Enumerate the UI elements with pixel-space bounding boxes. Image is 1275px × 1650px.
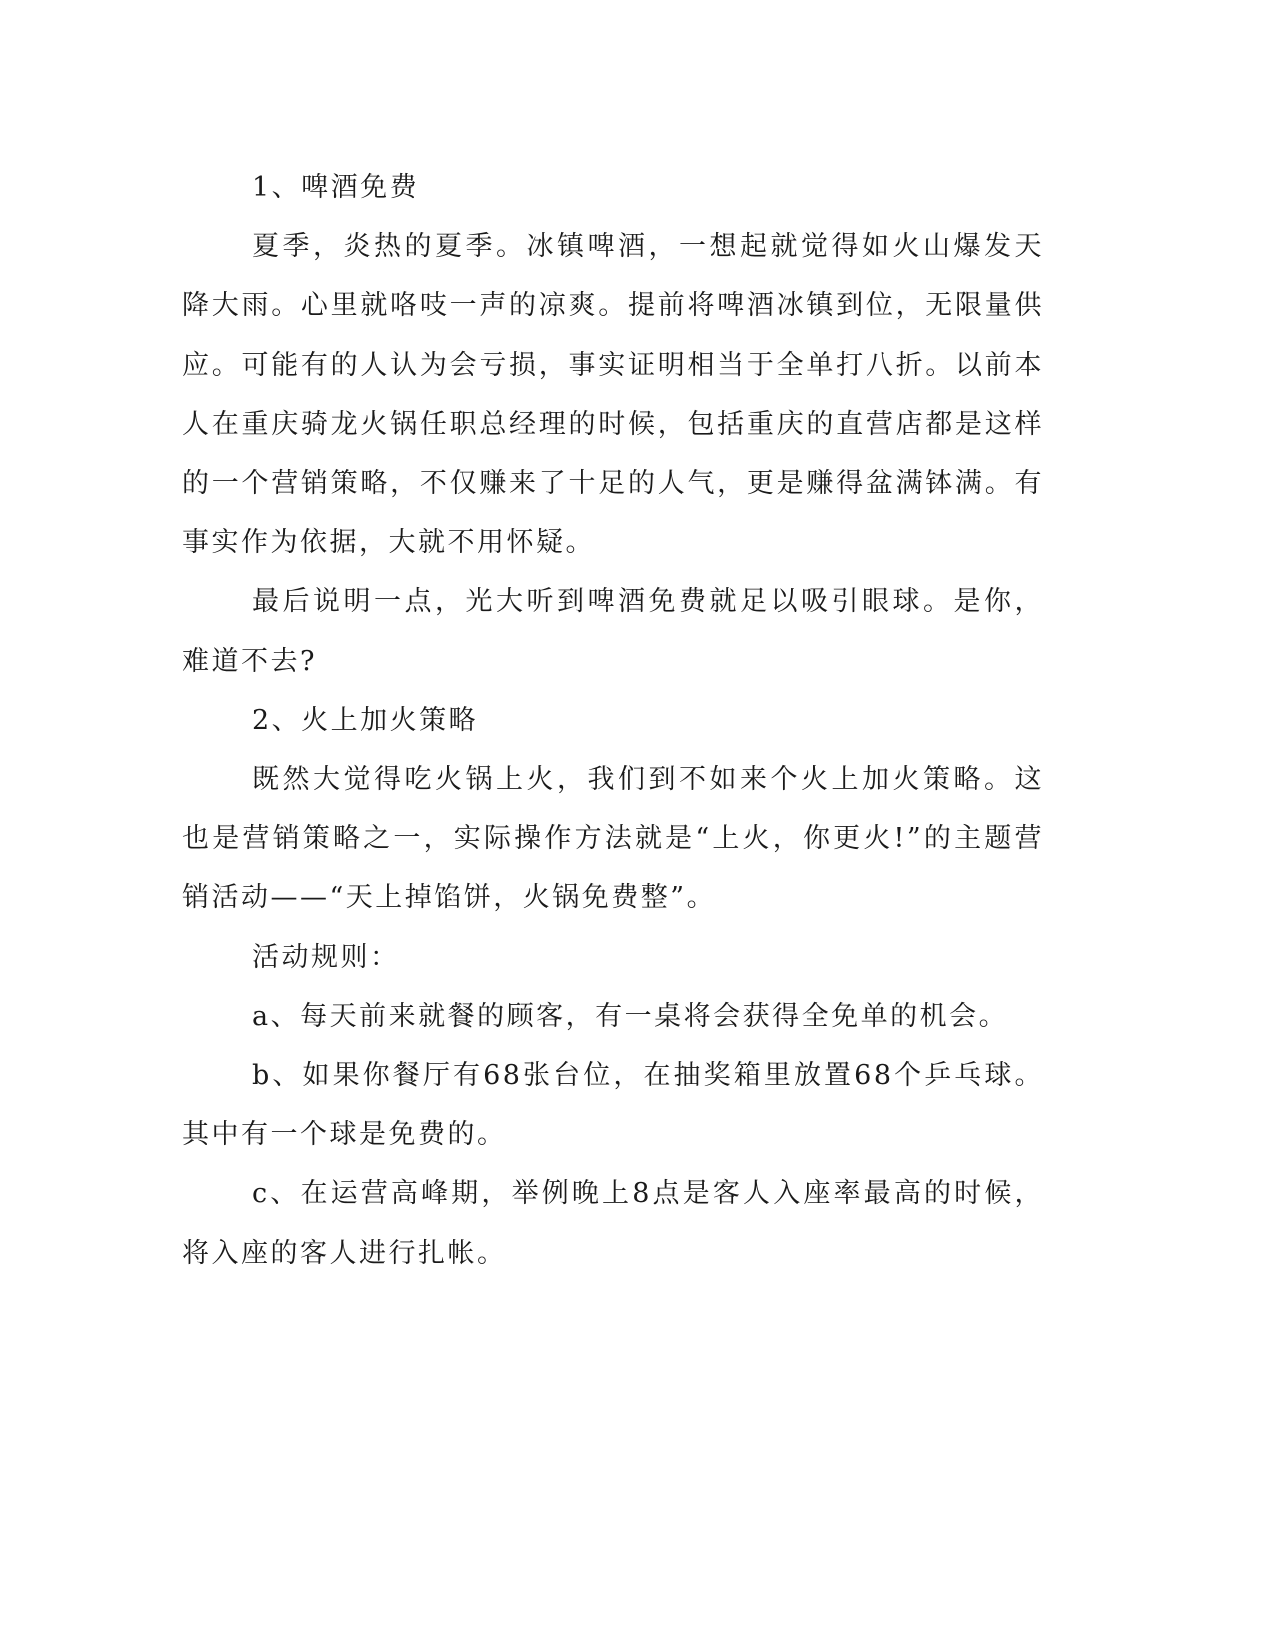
heading-fire-strategy: 2、火上加火策略 [252, 704, 479, 736]
heading-activity-rules: 活动规则： [252, 941, 400, 973]
document-body [182, 158, 1044, 1283]
paragraph-conclusion: 最后说明一点，光大听到啤酒免费就足以吸引眼球。是你，难道不去? [182, 586, 1044, 677]
rule-item-c: c、在运营高峰期，举例晚上8点是客人入座率最高的时候，将入座的客人进行扎帐。 [182, 1178, 1044, 1269]
rule-item-b: b、如果你餐厅有68张台位，在抽奖箱里放置68个乒乓球。其中有一个球是免费的。 [182, 1060, 1044, 1151]
rule-item-a: a、每天前来就餐的顾客，有一桌将会获得全免单的机会。 [252, 1000, 1009, 1032]
paragraph-fire-strategy: 既然大觉得吃火锅上火，我们到不如来个火上加火策略。这也是营销策略之一，实际操作方法就是“上火，你更火!”的主题营销活动——“天上掉馅饼，火锅免费整”。 [182, 764, 1044, 914]
heading-beer-free: 1、啤酒免费 [252, 172, 420, 203]
paragraph-summer-beer: 夏季，炎热的夏季。冰镇啤酒，一想起就觉得如火山爆发天降大雨。心里就咯吱一声的凉爽。提前将啤酒冰镇到位，无限量供应。可能有的人认为会亏损，事实证明相当于全单打八折。以前本人在重庆骑龙火锅任职总经理的时候，包括重庆的直营店都是这样的一个营销策略，不仅赚来了十足的人气，更是赚得盆满钵满。有事实作为依据，大就不用怀疑。 [182, 231, 1044, 559]
